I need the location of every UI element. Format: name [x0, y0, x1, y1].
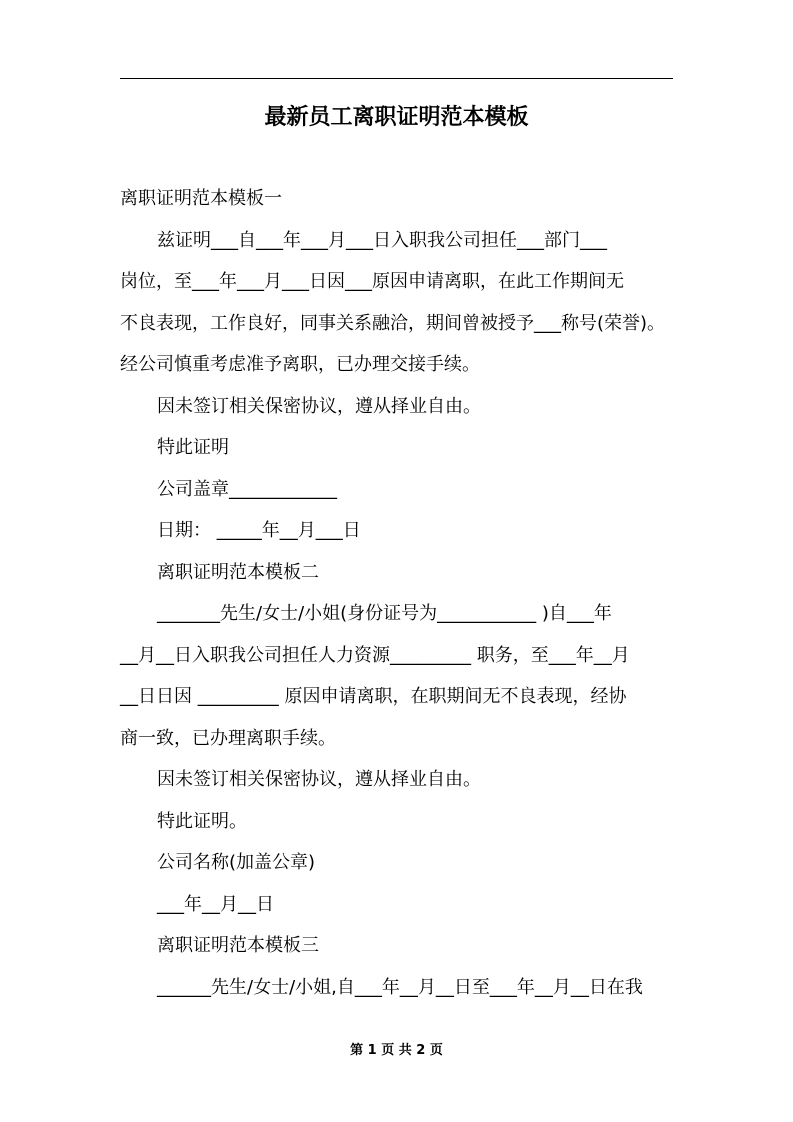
- body-line: 兹证明___自___年___月___日入职我公司担任___部门___: [157, 229, 607, 251]
- section-heading: 离职证明范本模板二: [157, 561, 319, 583]
- body-line: 因未签订相关保密协议，遵从择业自由。: [157, 395, 481, 417]
- body-line: __日日因 _________ 原因申请离职，在职期间无不良表现，经协: [120, 686, 627, 707]
- section-heading: 离职证明范本模板三: [157, 935, 319, 956]
- body-line: 公司名称(加盖公章): [157, 852, 316, 873]
- document-title: 最新员工离职证明范本模板: [264, 105, 529, 130]
- body-line: 特此证明: [157, 437, 229, 458]
- body-line: 不良表现，工作良好，同事关系融洽，期间曾被授予___称号(荣誉)。: [120, 312, 666, 334]
- body-line: ___年__月__日: [157, 893, 274, 915]
- body-line: 经公司慎重考虑准予离职，已办理交接手续。: [120, 354, 480, 375]
- body-line: 商一致，已办理离职手续。: [120, 727, 336, 749]
- body-line: 日期： _____年__月___日: [157, 520, 361, 541]
- body-line: 离职证明范本模板一: [120, 188, 282, 209]
- body-line: 特此证明。: [157, 810, 247, 832]
- document-body: [120, 178, 673, 1008]
- body-line: ______先生/女士/小姐,自___年__月__日至___年__月__日在我: [157, 976, 643, 998]
- body-line: _______先生/女士/小姐(身份证号为___________ )自___年: [157, 603, 612, 624]
- body-line: 岗位，至___年___月___日因___原因申请离职，在此工作期间无: [120, 271, 624, 292]
- page-number: 第 1 页 共 2 页: [350, 1043, 443, 1058]
- body-line: 因未签订相关保密协议，遵从择业自由。: [157, 769, 481, 790]
- body-line: __月__日入职我公司担任人力资源_________ 职务，至___年__月: [120, 644, 630, 666]
- header-rule: [120, 78, 673, 79]
- body-line: 公司盖章____________: [157, 478, 337, 500]
